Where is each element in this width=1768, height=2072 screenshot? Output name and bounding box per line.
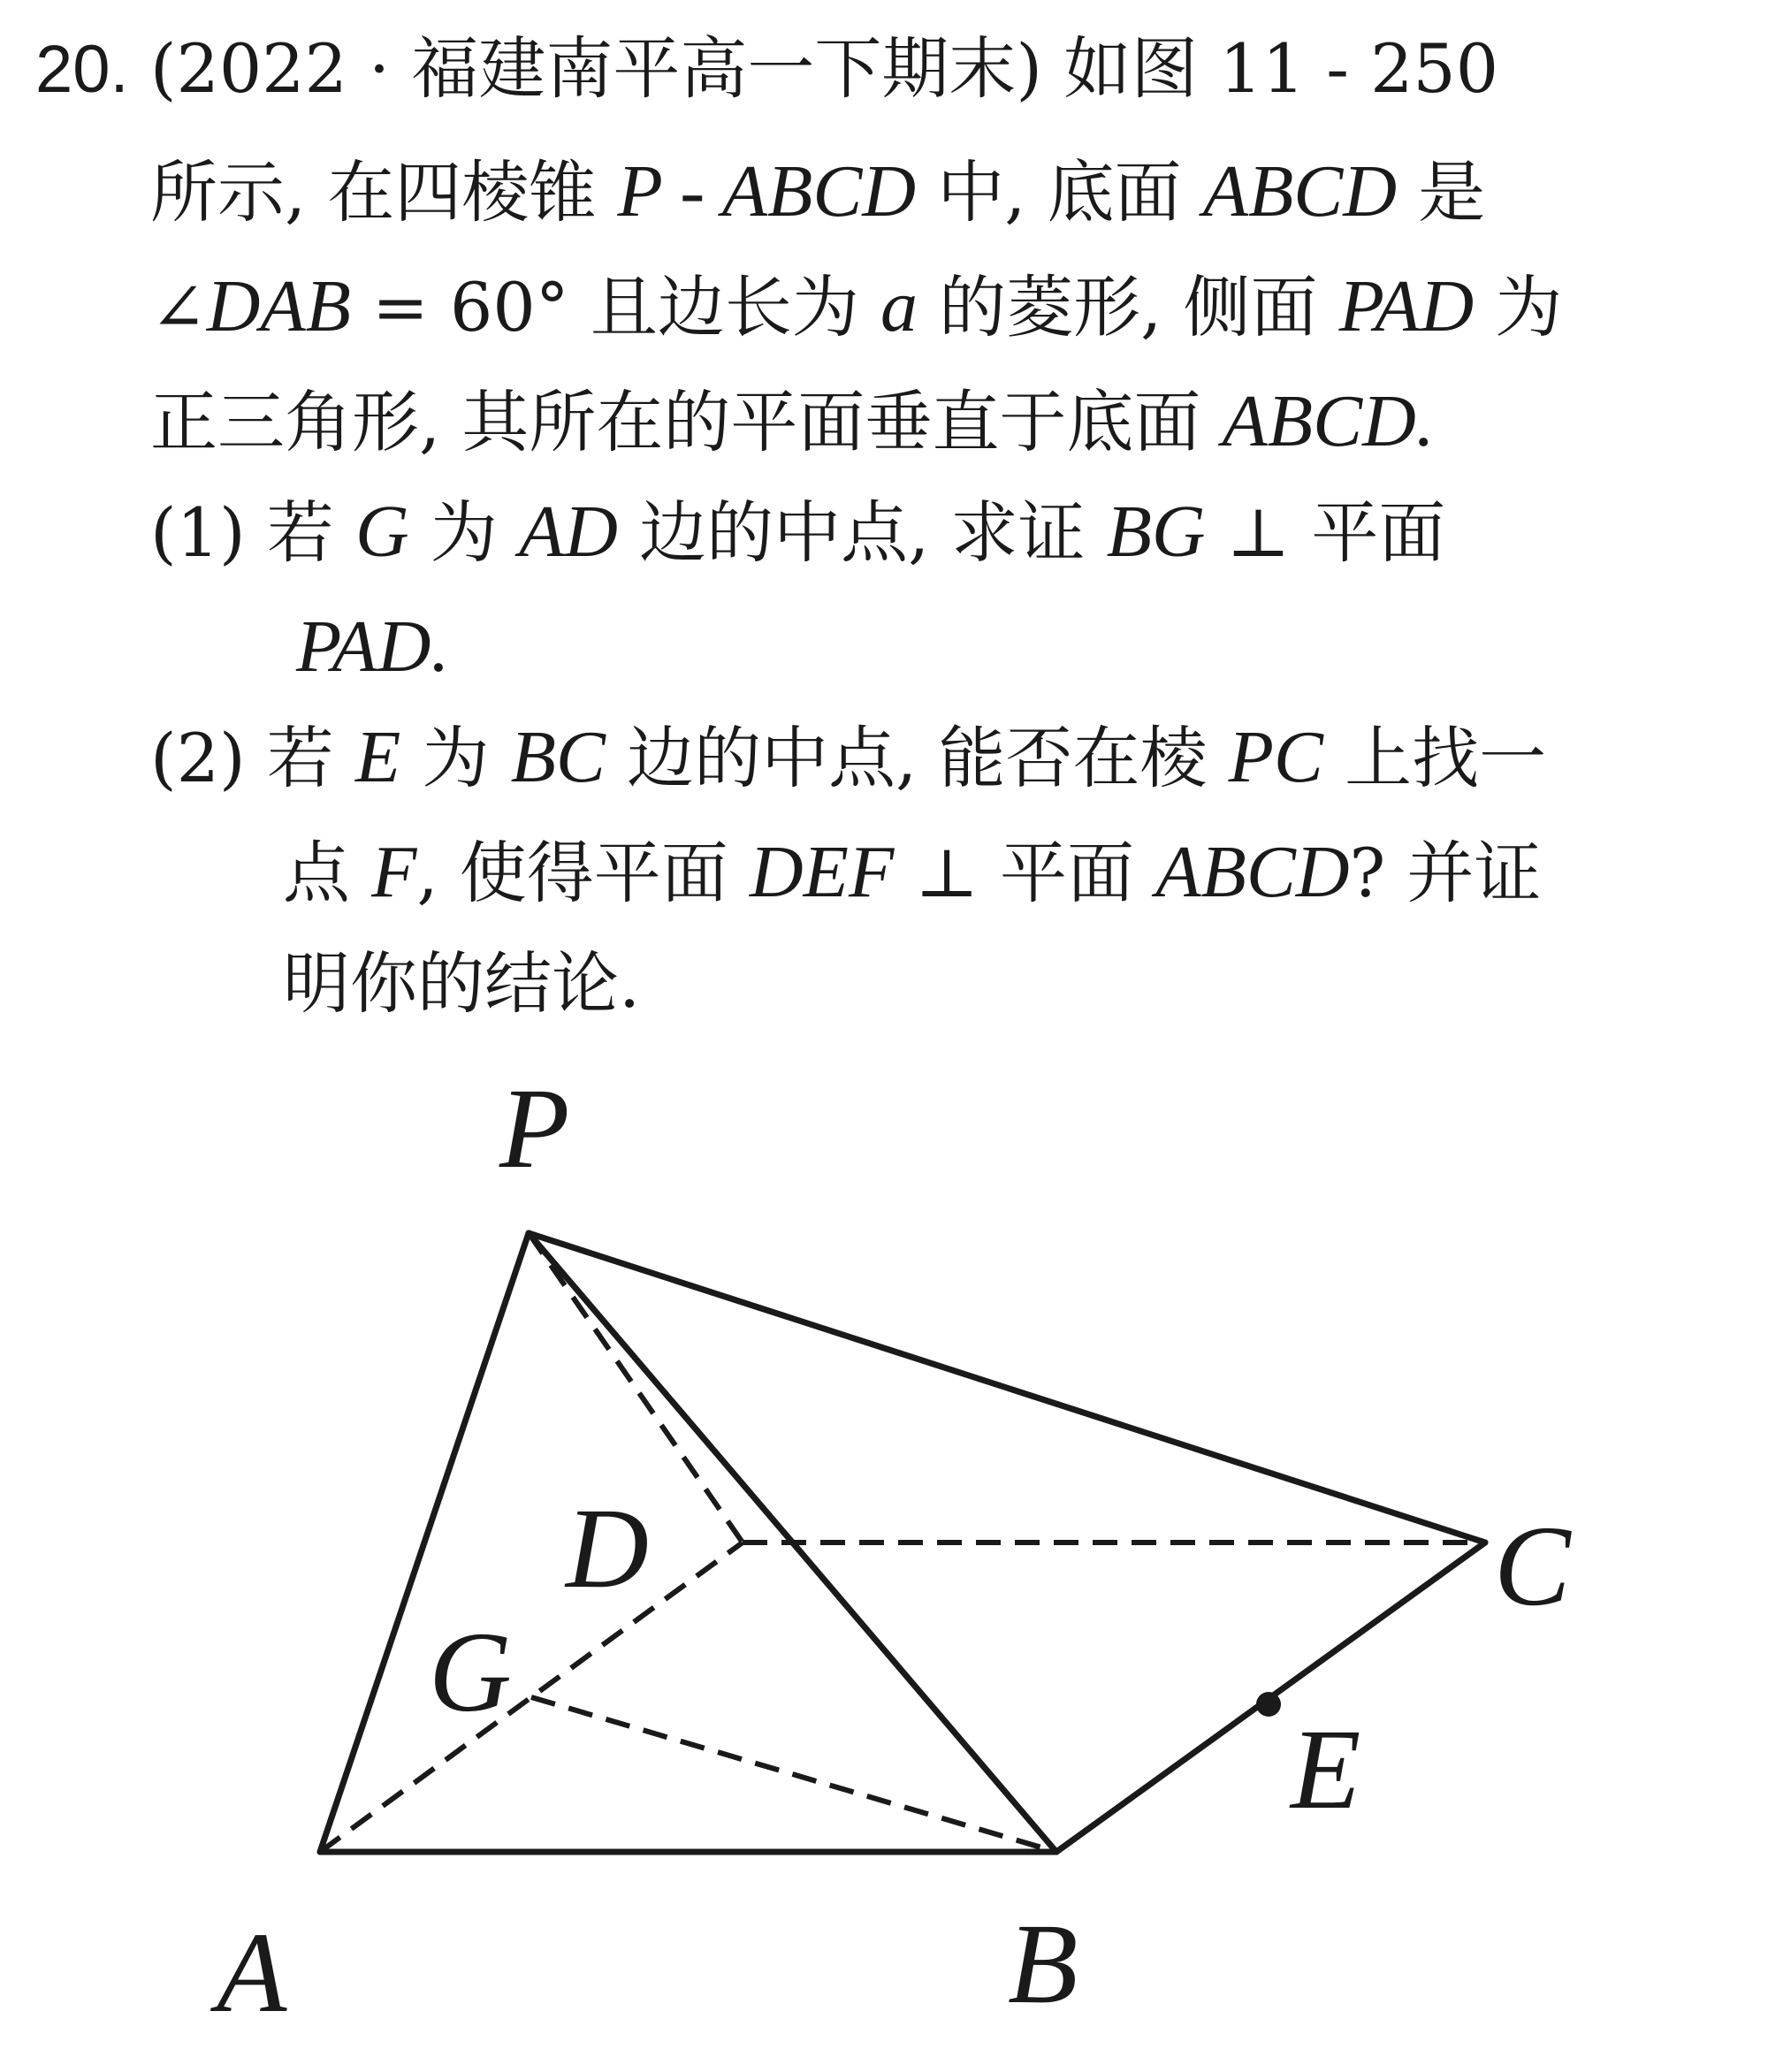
math-term: BG [1106,491,1206,573]
text-segment: 上找一 [1322,719,1547,797]
edge-pa [320,1233,529,1852]
label-d: D [566,1485,649,1612]
math-term: E [354,716,401,798]
figure-reference: 如图 11 - 250 [1063,29,1499,108]
text-segment: 点 [283,834,372,912]
math-term: PAD. [296,606,450,688]
text-segment: 明你的结论. [283,944,641,1023]
text-segment: 是 [1397,153,1486,232]
math-term: ABCD. [1222,380,1435,462]
math-term: PAD [1338,265,1475,347]
math-term: F [371,831,417,913]
text-segment: 边的中点, 能否在棱 [605,719,1229,797]
text-segment: 为 [408,493,519,572]
text-segment: ? 并证 [1349,834,1542,912]
label-c: C [1494,1503,1571,1630]
text-segment: 中, 底面 [916,153,1203,232]
label-b: B [1008,1901,1078,2028]
math-term: ABCD [1202,150,1397,232]
label-e: E [1291,1706,1361,1833]
part-label: (1) 若 [150,493,355,572]
math-term: PC [1228,716,1323,798]
text-segment: ⊥ 平面 [1205,493,1446,572]
text-segment: 为 [400,719,511,797]
text-segment: 所示, 在四棱锥 [150,153,618,232]
part-label: (2) 若 [150,719,355,797]
label-g: G [429,1609,512,1736]
point-e-marker [1256,1692,1281,1717]
angle-symbol: ∠ [150,268,207,347]
math-term: DEF [749,831,895,913]
text-segment: 为 [1474,268,1563,347]
text-segment: 边的中点, 求证 [617,493,1107,572]
math-term: P - ABCD [617,150,917,232]
edge-pc [529,1233,1485,1543]
label-p: P [499,1065,570,1192]
text-segment: ⊥ 平面 [894,834,1156,912]
text-segment: 的菱形, 侧面 [918,268,1339,347]
math-term: G [354,491,409,573]
math-term: BC [510,716,606,798]
question-source: (2022 · 福建南平高一下期末) [149,29,1043,108]
text-segment: , 使得平面 [416,834,750,912]
math-term: ABCD [1155,831,1350,913]
math-term: a [880,265,918,347]
math-term: AD [518,491,618,573]
math-term: DAB [206,265,351,347]
label-a: A [217,1909,287,2037]
question-number: 20. [35,32,129,107]
text-segment: = 60° 且边长为 [350,268,881,347]
text-segment: 正三角形, 其所在的平面垂直于底面 [150,383,1223,461]
segment-gb [531,1697,1056,1852]
